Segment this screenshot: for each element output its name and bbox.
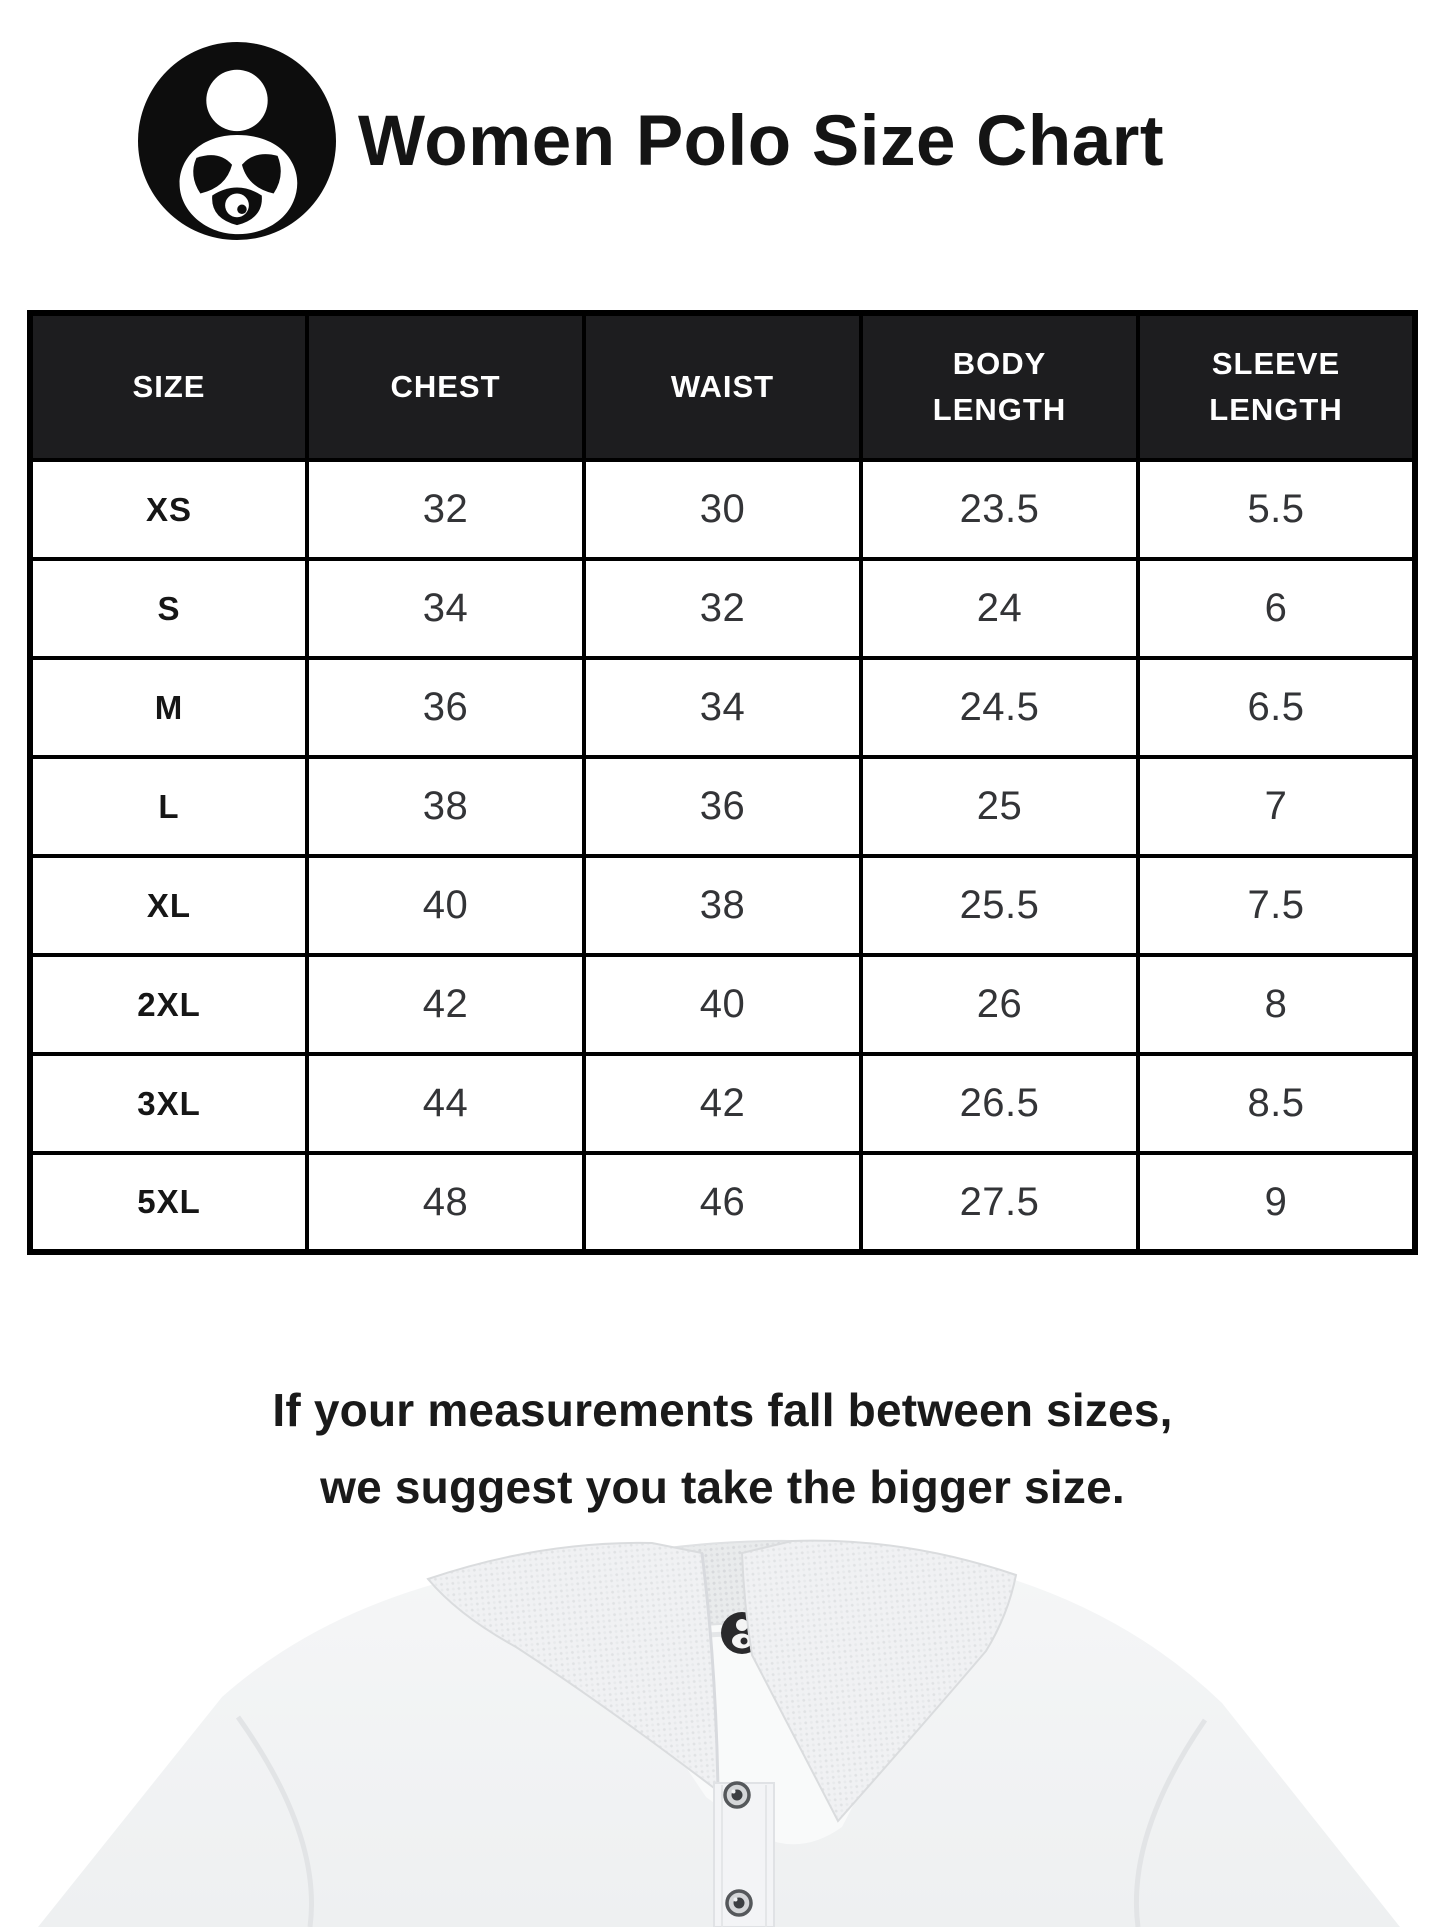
size-chart-table (27, 310, 1418, 1255)
fit-note (0, 1372, 1445, 1526)
mother-baby-logo-icon (138, 42, 336, 240)
fit-note-line-1: If your measurements fall between sizes, (272, 1384, 1173, 1436)
column-header-sleeve-length: SLEEVE LENGTH (1138, 313, 1415, 460)
chest-cell: 38 (307, 757, 584, 856)
chest-cell: 40 (307, 856, 584, 955)
page-title: Women Polo Size Chart (358, 101, 1165, 181)
table-row (30, 856, 1415, 955)
table-row (30, 460, 1415, 559)
table-row (30, 1153, 1415, 1252)
polo-shirt-image (0, 1535, 1445, 1927)
column-header-waist: WAIST (584, 313, 861, 460)
waist-cell: 46 (584, 1153, 861, 1252)
table-row (30, 559, 1415, 658)
size-cell: 2XL (30, 955, 307, 1054)
body-length-cell: 26.5 (861, 1054, 1138, 1153)
table-row (30, 1054, 1415, 1153)
waist-cell: 34 (584, 658, 861, 757)
sleeve-length-cell: 8.5 (1138, 1054, 1415, 1153)
sleeve-length-cell: 5.5 (1138, 460, 1415, 559)
size-cell: 3XL (30, 1054, 307, 1153)
size-cell: L (30, 757, 307, 856)
sleeve-length-cell: 9 (1138, 1153, 1415, 1252)
column-header-size: SIZE (30, 313, 307, 460)
chest-cell: 36 (307, 658, 584, 757)
body-length-cell: 26 (861, 955, 1138, 1054)
sleeve-length-cell: 7.5 (1138, 856, 1415, 955)
sleeve-length-cell: 8 (1138, 955, 1415, 1054)
table-row (30, 955, 1415, 1054)
body-length-cell: 23.5 (861, 460, 1138, 559)
size-cell: S (30, 559, 307, 658)
body-length-cell: 24 (861, 559, 1138, 658)
size-cell: M (30, 658, 307, 757)
chest-cell: 34 (307, 559, 584, 658)
column-header-body-length: BODY LENGTH (861, 313, 1138, 460)
brand-header (138, 42, 1164, 240)
body-length-cell: 25 (861, 757, 1138, 856)
body-length-cell: 27.5 (861, 1153, 1138, 1252)
table-row (30, 658, 1415, 757)
chest-cell: 32 (307, 460, 584, 559)
size-cell: XS (30, 460, 307, 559)
polo-button-bottom (727, 1891, 751, 1915)
waist-cell: 32 (584, 559, 861, 658)
waist-cell: 36 (584, 757, 861, 856)
sleeve-length-cell: 6 (1138, 559, 1415, 658)
waist-cell: 40 (584, 955, 861, 1054)
waist-cell: 30 (584, 460, 861, 559)
chest-cell: 44 (307, 1054, 584, 1153)
waist-cell: 38 (584, 856, 861, 955)
waist-cell: 42 (584, 1054, 861, 1153)
body-length-cell: 25.5 (861, 856, 1138, 955)
sleeve-length-cell: 6.5 (1138, 658, 1415, 757)
chest-cell: 42 (307, 955, 584, 1054)
table-header-row (30, 313, 1415, 460)
polo-button-top (725, 1783, 749, 1807)
chest-cell: 48 (307, 1153, 584, 1252)
column-header-chest: CHEST (307, 313, 584, 460)
table-row (30, 757, 1415, 856)
fit-note-line-2: we suggest you take the bigger size. (320, 1461, 1125, 1513)
size-cell: 5XL (30, 1153, 307, 1252)
size-cell: XL (30, 856, 307, 955)
sleeve-length-cell: 7 (1138, 757, 1415, 856)
body-length-cell: 24.5 (861, 658, 1138, 757)
